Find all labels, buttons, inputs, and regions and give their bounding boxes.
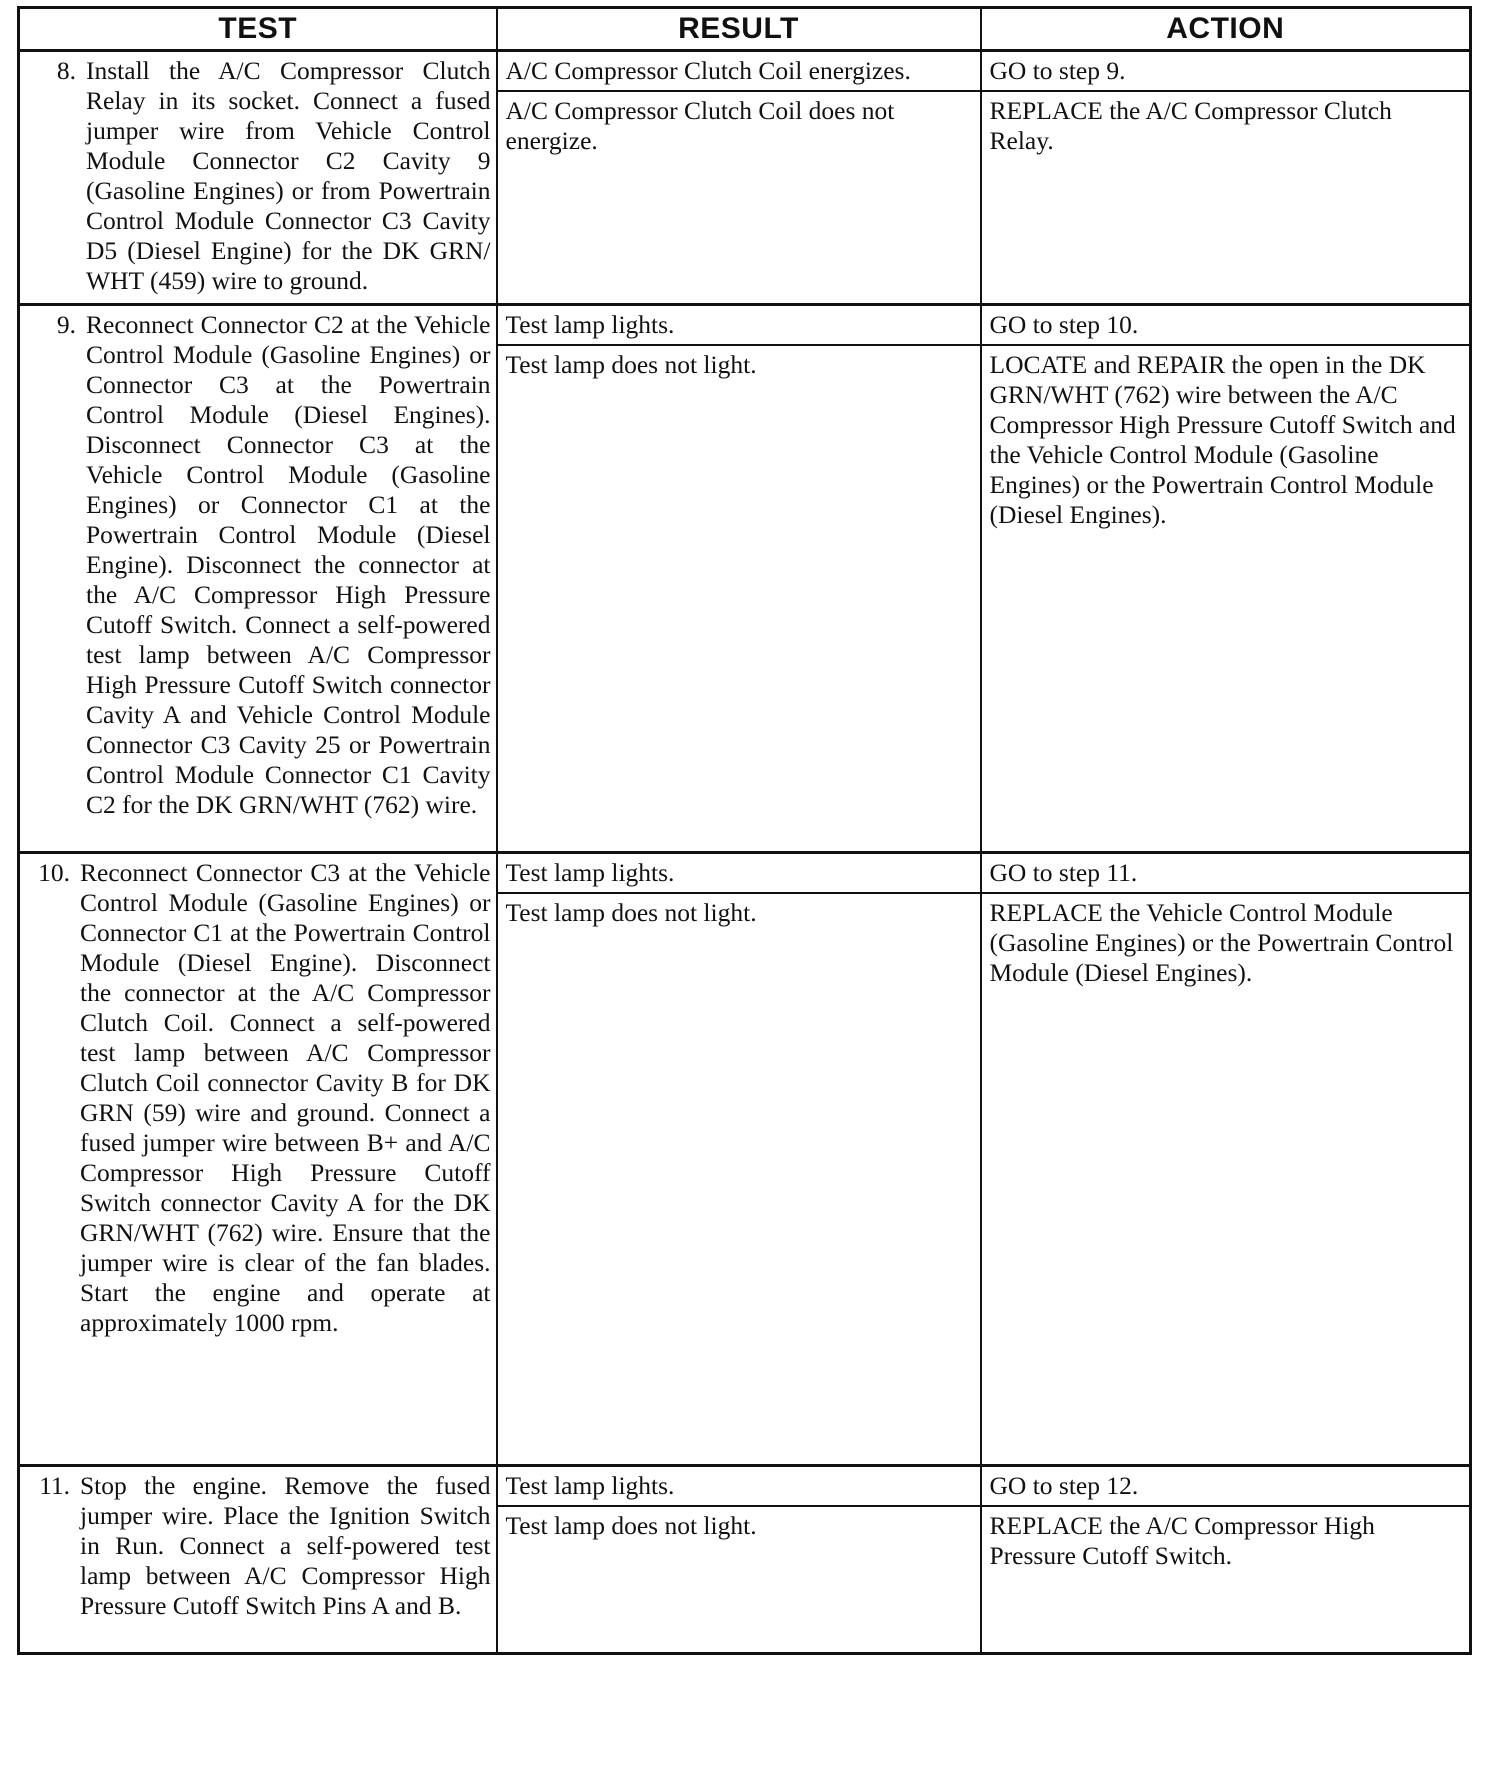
step-test-text: Reconnect Connector C3 at the Vehicle Control Module (Gasoline Engines) or Connector C1 at the Powertrain Control Module (Diesel Engine). Disconnect the connector at the A/C Compressor Clutch Coil. Connect a self-powered test lamp between A/C Compressor Clutch Coil connector Cavity B for DK GRN (59) wire and ground. Connect a fused jumper wire between B+ and A/C Compressor High Pressure Cutoff Switch connector Cavity A for the DK GRN/WHT (762) wire. Ensure that the jumper wire is clear of the fan blades. Start the engine and operate at approximately 1000 rpm. [80,858,491,1337]
step-11-result-2: Test lamp does not light. [497,1506,981,1654]
step-8-test-cell [19,51,497,305]
step-9-action-1: GO to step 10. [981,304,1471,345]
header-action: ACTION [981,8,1471,51]
step-9-action-2: LOCATE and REPAIR the open in the DK GRN/WHT (762) wire between the A/C Compressor High Pressure Cutoff Switch and the Vehicle Control Module (Gasoline Engines) or the Powertrain Control Module (Diesel Engines). [981,345,1471,853]
step-test-text: Stop the engine. Remove the fused jumper wire. Place the Ignition Switch in Run. Connect a self-powered test lamp between A/C Compressor High Pressure Cutoff Switch Pins A and B. [80,1470,491,1620]
step-9-result-1: Test lamp lights. [497,304,981,345]
header-row [19,8,1471,51]
diagnostic-page [17,6,1469,1655]
step-11-action-2: REPLACE the A/C Compressor High Pressure Cutoff Switch. [981,1506,1471,1654]
step-8-row-a [19,51,1471,92]
step-8-action-2: REPLACE the A/C Compressor Clutch Relay. [981,91,1471,304]
step-number: 10. [38,858,70,887]
step-8-result-2: A/C Compressor Clutch Coil does not energize. [497,91,981,304]
step-number: 9. [56,309,76,339]
step-10-result-1: Test lamp lights. [497,853,981,894]
step-8-action-1: GO to step 9. [981,51,1471,92]
step-test-text: Install the A/C Compressor Clutch Relay in its socket. Connect a fused jumper wire from Vehicle Control Module Connector C2 Cavity 9 (Gasoline Engines) or from Powertrain Control Module Connector C3 Cavity D5 (Diesel Engine) for the DK GRN/ WHT (459) wire to ground. [86,56,491,295]
step-9-row-a [19,304,1471,345]
step-11-action-1: GO to step 12. [981,1465,1471,1506]
step-8-result-1: A/C Compressor Clutch Coil energizes. [497,51,981,92]
step-10-row-a [19,853,1471,894]
step-number: 8. [56,56,76,85]
step-10-test-cell [19,853,497,1466]
step-10-result-2: Test lamp does not light. [497,893,981,1465]
diagnostic-table [17,6,1472,1655]
step-test-text: Reconnect Connector C2 at the Vehicle Control Module (Gasoline Engines) or Connector C3 at the Powertrain Control Module (Diesel Engines). Disconnect Connector C3 at the Vehicle Control Module (Gasoline Engines) or Connector C1 at the Powertrain Control Module (Diesel Engine). Disconnect the connector at the A/C Compressor High Pressure Cutoff Switch. Connect a self-powered test lamp between A/C Compressor High Pressure Cutoff Switch connector Cavity A and Vehicle Control Module Connector C3 Cavity 25 or Powertrain Control Module Connector C1 Cavity C2 for the DK GRN/WHT (762) wire. [86,309,491,819]
header-result: RESULT [497,8,981,51]
step-10-action-2: REPLACE the Vehicle Control Module (Gasoline Engines) or the Powertrain Control Module (Diesel Engines). [981,893,1471,1465]
step-number: 11. [39,1470,70,1500]
step-11-test-cell [19,1465,497,1654]
step-11-row-a [19,1465,1471,1506]
step-11-result-1: Test lamp lights. [497,1465,981,1506]
header-test: TEST [19,8,497,51]
step-9-test-cell [19,304,497,853]
step-9-result-2: Test lamp does not light. [497,345,981,853]
step-10-action-1: GO to step 11. [981,853,1471,894]
